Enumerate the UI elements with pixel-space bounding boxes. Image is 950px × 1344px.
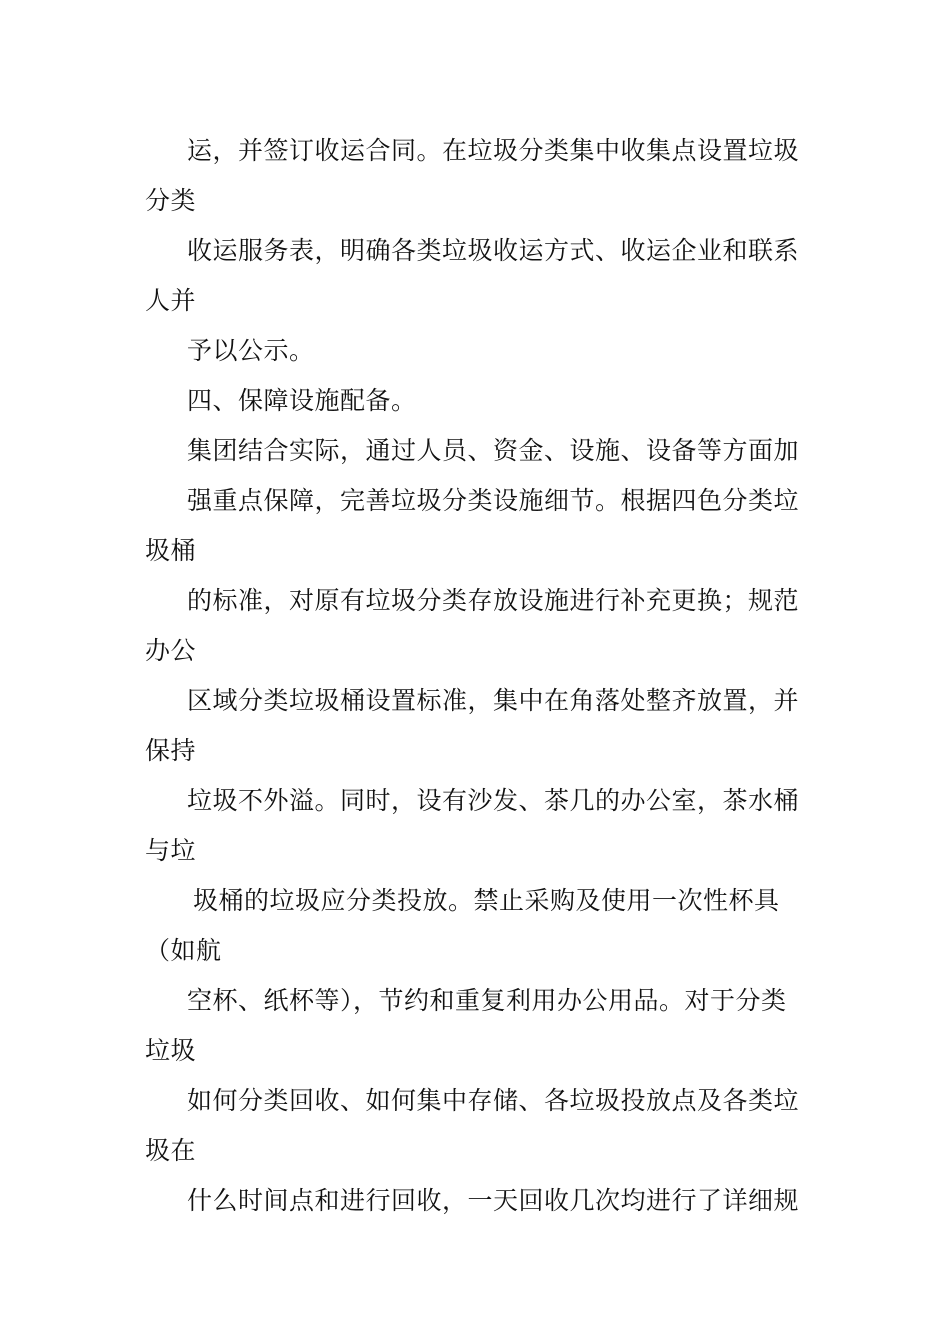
text-line: 予以公示。 (187, 336, 315, 365)
text-line: 收运服务表，明确各类垃圾收运方式、收运企业和联系 (187, 236, 800, 265)
text-line: 保持 (145, 736, 197, 765)
text-line: 办公 (145, 636, 197, 665)
text-line: 人并 (145, 286, 197, 315)
text-line: 分类 (145, 186, 197, 215)
text-line: 垃圾 (145, 1036, 197, 1065)
text-line: 什么时间点和进行回收，一天回收几次均进行了详细规 (187, 1186, 800, 1215)
text-line: 垃圾不外溢。同时，设有沙发、茶几的办公室，茶水桶 (187, 786, 800, 815)
text-line: 强重点保障，完善垃圾分类设施细节。根据四色分类垃 (187, 486, 800, 515)
text-line: 集团结合实际，通过人员、资金、设施、设备等方面加 (187, 436, 800, 465)
section-heading: 四、保障设施配备。 (187, 386, 417, 415)
text-line: （如航 (145, 936, 222, 965)
text-line: 如何分类回收、如何集中存储、各垃圾投放点及各类垃 (187, 1086, 800, 1115)
text-line: 空杯、纸杯等），节约和重复利用办公用品。对于分类 (187, 986, 787, 1015)
text-line: 区域分类垃圾桶设置标准，集中在角落处整齐放置，并 (187, 686, 800, 715)
text-line: 运，并签订收运合同。在垃圾分类集中收集点设置垃圾 (187, 136, 800, 165)
text-line: 圾桶的垃圾应分类投放。禁止采购及使用一次性杯具 (193, 886, 780, 915)
text-line: 与垃 (145, 836, 197, 865)
text-line: 的标准，对原有垃圾分类存放设施进行补充更换；规范 (187, 586, 800, 615)
text-line: 圾桶 (145, 536, 197, 565)
text-line: 圾在 (145, 1136, 197, 1165)
